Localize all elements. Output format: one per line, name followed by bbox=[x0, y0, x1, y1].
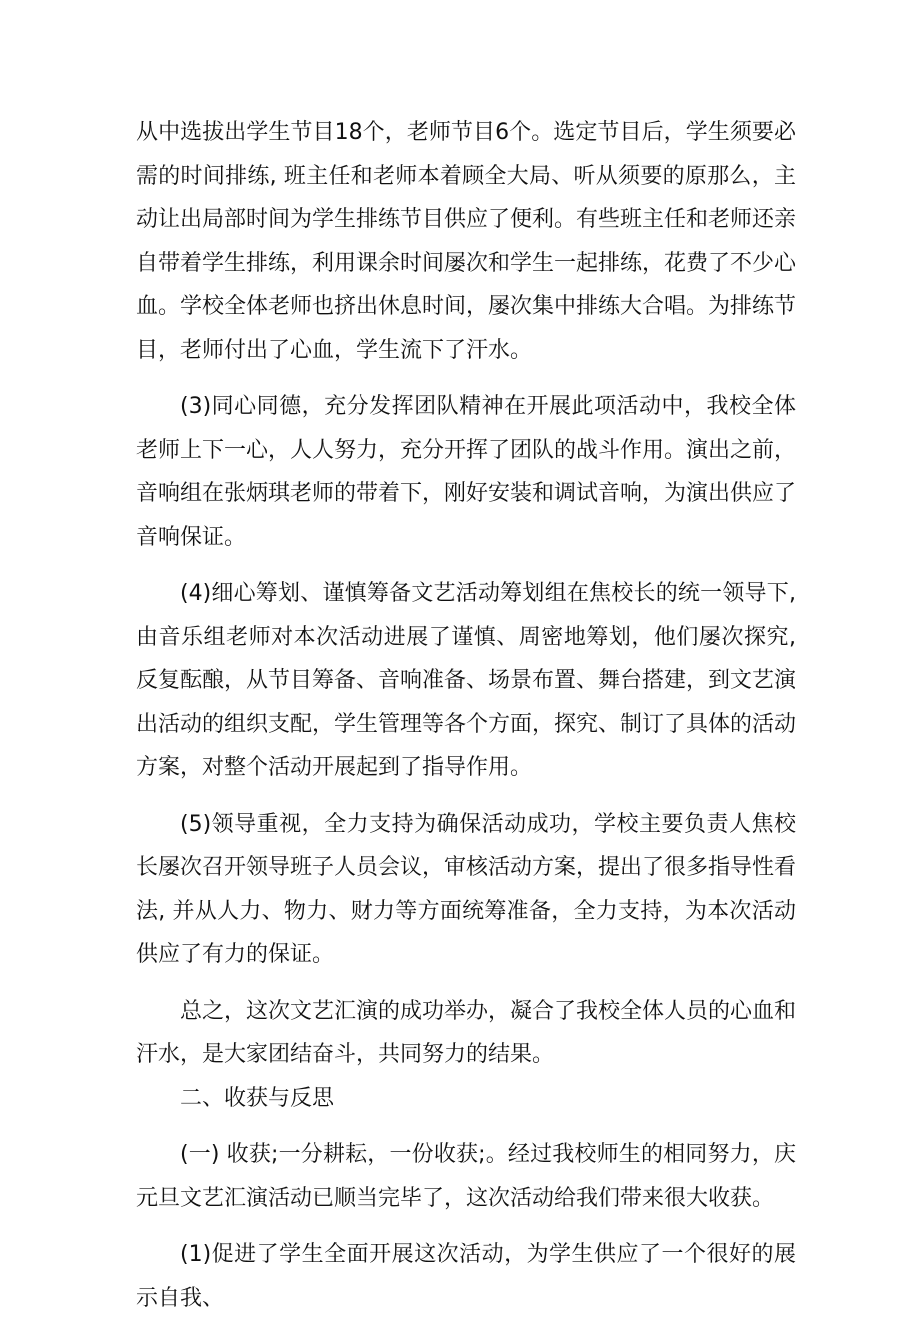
paragraph-conclusion: 总之，这次文艺汇演的成功举办，凝合了我校全体人员的心血和汗水，是大家团结奋斗，共同努力的结果。 bbox=[136, 998, 797, 1067]
paragraph-student-development: (1)促进了学生全面开展这次活动，为学生供应了一个很好的展示自我、 bbox=[136, 1242, 796, 1311]
document-body bbox=[136, 111, 796, 1320]
paragraph-leadership: (5)领导重视，全力支持为确保活动成功，学校主要负责人焦校长屡次召开领导班子人员会议，审核活动方案，提出了很多指导性看法, 并从人力、物力、财力等方面统筹准备，全力支持，为本次活动供应了有力的保证。 bbox=[136, 811, 797, 967]
paragraph-planning: (4)细心筹划、谨慎筹备文艺活动筹划组在焦校长的统一领导下, 由音乐组老师对本次活动进展了谨慎、周密地筹划，他们屡次探究, 反复酝酿，从节目筹备、音响准备、场景布置、舞台搭建，到文艺演出活动的组织支配，学生管理等各个方面，探究、制订了具体的活动方案，对整个活动开展起到了指导作用。 bbox=[136, 581, 797, 780]
paragraph-harvest: (一) 收获;一分耕耘，一份收获;。经过我校师生的相同努力，庆元旦文艺汇演活动已顺当完毕了，这次活动给我们带来很大收获。 bbox=[136, 1142, 796, 1211]
paragraph-teamwork: (3)同心同德，充分发挥团队精神在开展此项活动中，我校全体老师上下一心，人人努力，充分开挥了团队的战斗作用。演出之前，音响组在张炳琪老师的带着下，刚好安装和调试音响，为演出供应了音响保证。 bbox=[136, 394, 797, 550]
paragraph-rehearsal: 从中选拔出学生节目18个，老师节目6个。选定节目后，学生须要必需的时间排练, 班主任和老师本着顾全大局、听从须要的原那么，主动让出局部时间为学生排练节目供应了便利。有些班主任和老师还亲自带着学生排练，利用课余时间屡次和学生一起排练，花费了不少心血。学校全体老师也挤出休息时间，屡次集中排练大合唱。为排练节目，老师付出了心血，学生流下了汗水。 bbox=[136, 120, 797, 363]
section-heading-harvest-reflection: 二、收获与反思 bbox=[180, 1085, 335, 1111]
